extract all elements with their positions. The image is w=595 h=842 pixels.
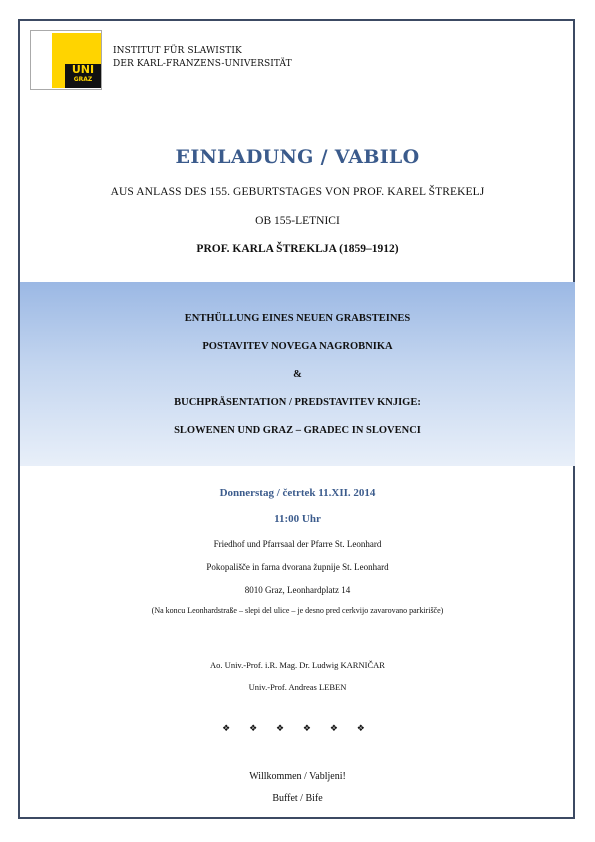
program-line-5: SLOWENEN UND GRAZ – GRADEC IN SLOVENCI — [174, 425, 421, 436]
logo-text-block — [65, 64, 101, 88]
event-date: Donnerstag / četrtek 11.XII. 2014 — [219, 487, 376, 499]
speaker-2: Univ.-Prof. Andreas LEBEN — [248, 682, 347, 692]
institute-line-2: DER KARL-FRANZENS-UNIVERSITÄT — [113, 59, 292, 69]
event-time: 11:00 Uhr — [274, 513, 321, 525]
program-line-4: BUCHPRÄSENTATION / PREDSTAVITEV KNJIGE: — [174, 397, 421, 408]
program-line-1: ENTHÜLLUNG EINES NEUEN GRABSTEINES — [184, 313, 411, 324]
occasion-line-de: AUS ANLASS DES 155. GEBURTSTAGES VON PROF. KAREL ŠTREKELJ — [110, 186, 485, 198]
honoree-line: PROF. KARLA ŠTREKLJA (1859–1912) — [196, 243, 399, 255]
institute-name — [113, 45, 292, 71]
venue-de: Friedhof und Pfarrsaal der Pfarre St. Leonhard — [213, 539, 382, 549]
buffet-text: Buffet / Bife — [272, 793, 323, 804]
program-line-2: POSTAVITEV NOVEGA NAGROBNIKA — [202, 341, 393, 352]
speaker-1: Ao. Univ.-Prof. i.R. Mag. Dr. Ludwig KARNIČAR — [210, 660, 385, 670]
parking-note: (Na koncu Leonhardstraße – slepi del ulice – je desno pred cerkvijo zavarovano parkirišče) — [151, 606, 444, 615]
logo-graz-text: GRAZ — [73, 76, 93, 83]
venue-address: 8010 Graz, Leonhardplatz 14 — [244, 585, 351, 595]
logo-uni-text: UNI — [71, 63, 95, 76]
welcome-text: Willkommen / Vabljeni! — [249, 771, 346, 782]
invitation-title: EINLADUNG / VABILO — [175, 146, 420, 168]
venue-sl: Pokopališče in farna dvorana župnije St. Leonhard — [206, 562, 389, 572]
occasion-line-sl: OB 155-LETNICI — [255, 215, 340, 227]
program-ampersand: & — [293, 369, 302, 380]
institute-line-1: INSTITUT FÜR SLAWISTIK — [113, 46, 242, 56]
ornament-separator: ❖ ❖ ❖ ❖ ❖ ❖ — [222, 724, 373, 734]
